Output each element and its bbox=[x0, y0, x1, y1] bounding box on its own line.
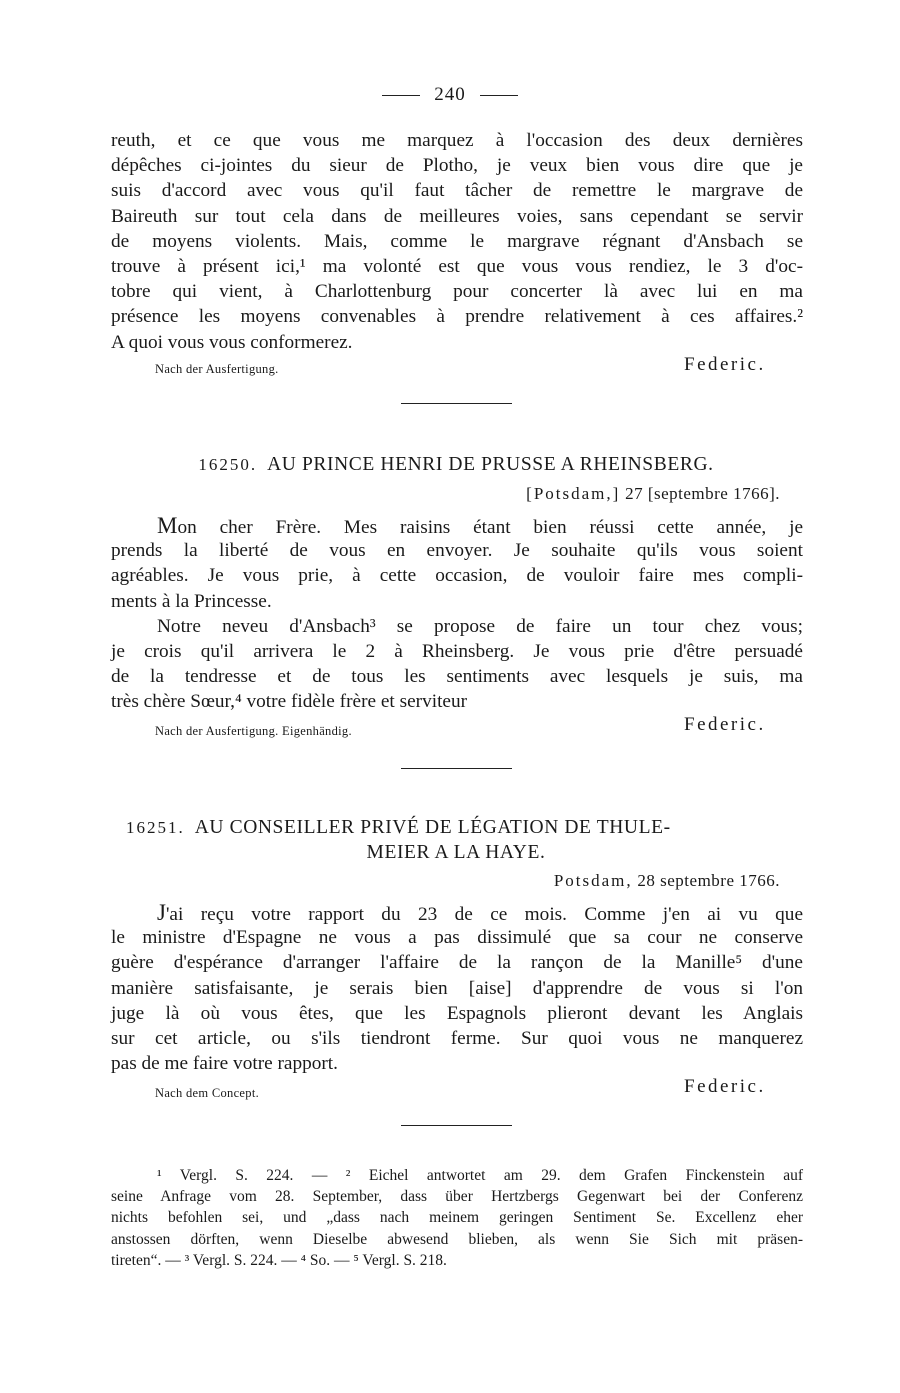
text-line: dépêches ci-jointes du sieur de Plotho, je veux bien vous dire que je bbox=[111, 155, 803, 177]
text-line: présence les moyens convenables à prendre relativement à ces affaires.² bbox=[111, 306, 803, 328]
text-line: de la tendresse et de tous les sentiments avec lesquels je suis, ma bbox=[111, 666, 803, 688]
text-line: le ministre d'Espagne ne vous a pas dissimulé que sa cour ne conserve bbox=[111, 927, 803, 949]
text-line: prends la liberté de vous en envoyer. Je souhaite qu'ils vous soient bbox=[111, 540, 803, 562]
text-line: guère d'espérance d'arranger l'affaire de la rançon de la Manille⁵ d'une bbox=[111, 952, 803, 974]
date-text: 28 septembre 1766. bbox=[637, 871, 780, 890]
footnote-line: anstossen dörften, wenn Dieselbe abwesend blieben, als wenn Sie Sich mit präsen- bbox=[111, 1230, 803, 1248]
continuation-text bbox=[111, 128, 803, 355]
header-dash-left bbox=[382, 95, 420, 96]
text-line: de moyens violents. Mais, comme le margrave régnant d'Ansbach se bbox=[111, 230, 803, 252]
letter-body bbox=[111, 900, 803, 1076]
date-text: 27 [septembre 1766]. bbox=[625, 484, 780, 503]
footnote-line: tireten“. — ³ Vergl. S. 224. — ⁴ So. — ⁵ Vergl. S. 218. bbox=[111, 1251, 447, 1269]
section-divider bbox=[401, 1125, 512, 1126]
page-header bbox=[0, 84, 900, 106]
header-dash-right bbox=[480, 95, 518, 96]
text-line: manière satisfaisante, je serais bien [aise] d'apprendre de vous si l'on bbox=[111, 977, 803, 999]
signature: Federic. bbox=[684, 1076, 766, 1097]
text-line: ments à la Princesse. bbox=[111, 590, 272, 612]
text-line: je crois qu'il arrivera le 2 à Rheinsberg. Je vous prie d'être persuadé bbox=[111, 640, 803, 662]
text-line bbox=[111, 900, 803, 925]
text-line: reuth, et ce que vous me marquez à l'occasion des deux dernières bbox=[111, 130, 803, 151]
text-line: A quoi vous vous conformerez. bbox=[111, 331, 353, 353]
letter-title-continued: MEIER A LA HAYE. bbox=[366, 842, 546, 864]
section-divider bbox=[401, 403, 512, 404]
heading-line bbox=[110, 815, 802, 840]
initial-letter: J bbox=[157, 900, 166, 925]
footnote-line: ¹ Vergl. S. 224. — ² Eichel antwortet am 29. dem Grafen Finckenstein auf bbox=[157, 1167, 803, 1184]
text-line: agréables. Je vous prie, à cette occasion, de vouloir faire mes compli- bbox=[111, 565, 803, 587]
letter-title: AU PRINCE HENRI DE PRUSSE A RHEINSBERG. bbox=[267, 454, 714, 475]
text-line: juge là où vous êtes, que les Espagnols plieront devant les Anglais bbox=[111, 1002, 803, 1024]
text-line bbox=[111, 513, 803, 538]
source-note: Nach der Ausfertigung. bbox=[155, 362, 279, 376]
letter-number: 16251. bbox=[126, 818, 185, 837]
text-line: pas de me faire votre rapport. bbox=[111, 1053, 338, 1075]
signature: Federic. bbox=[684, 354, 766, 375]
footnote-line: nichts befohlen sei, und „dass nach meinem geringen Sentiment Se. Excellenz eher bbox=[111, 1209, 803, 1227]
source-note: Nach dem Concept. bbox=[155, 1086, 260, 1100]
text-line: trouve à présent ici,¹ ma volonté est que vous vous rendiez, le 3 d'oc- bbox=[111, 255, 803, 277]
source-note: Nach der Ausfertigung. Eigenhändig. bbox=[155, 724, 352, 738]
signature: Federic. bbox=[684, 714, 766, 735]
text-fragment: 'ai reçu votre rapport du 23 de ce mois. Comme j'en ai vu que bbox=[165, 904, 803, 925]
letter-heading bbox=[110, 815, 802, 865]
footnote-line: seine Anfrage vom 28. September, dass über Hertzbergs Gegenwart bei der Conferenz bbox=[111, 1188, 803, 1206]
date-place: Potsdam, bbox=[553, 871, 633, 890]
section-divider bbox=[401, 768, 512, 769]
letter-body bbox=[111, 513, 803, 715]
text-line: sur cet article, ou s'ils tiendront ferme. Sur quoi vous ne manquerez bbox=[111, 1027, 803, 1049]
footnotes bbox=[111, 1165, 803, 1271]
dateline bbox=[554, 871, 780, 891]
text-line: Baireuth sur tout cela dans de meilleures voies, sans cependant se servir bbox=[111, 205, 803, 227]
page-number: 240 bbox=[434, 84, 466, 105]
letter-number: 16250. bbox=[198, 455, 258, 474]
dateline bbox=[526, 484, 780, 504]
letter-heading bbox=[110, 452, 802, 477]
text-line: Notre neveu d'Ansbach³ se propose de faire un tour chez vous; bbox=[157, 615, 803, 637]
letter-title: AU CONSEILLER PRIVÉ DE LÉGATION DE THULE- bbox=[194, 817, 671, 838]
text-fragment: on cher Frère. Mes raisins étant bien réussi cette année, je bbox=[177, 517, 803, 538]
text-line: suis d'accord avec vous qu'il faut tâcher de remettre le margrave de bbox=[111, 180, 803, 202]
initial-letter: M bbox=[157, 513, 178, 538]
text-line: tobre qui vient, à Charlottenburg pour concerter là avec lui en ma bbox=[111, 281, 803, 303]
text-line: très chère Sœur,⁴ votre fidèle frère et serviteur bbox=[111, 691, 468, 713]
date-place: [Potsdam,] bbox=[526, 484, 621, 503]
